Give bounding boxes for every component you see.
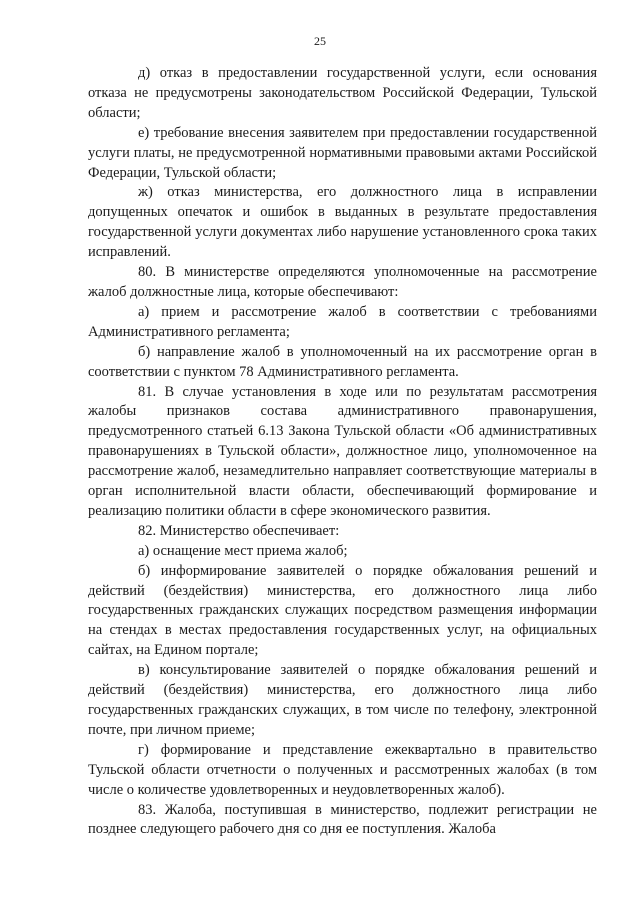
paragraph-e-fee-requirement: е) требование внесения заявителем при предоставлении государственной услуги платы, не предусмотренной нормативными правовыми актами Российской Федерации, Тульской области; — [88, 124, 597, 181]
paragraph-80: 80. В министерстве определяются уполномоченные на рассмотрение жалоб должностные лица, которые обеспечивают: — [88, 264, 597, 300]
paragraph-81: 81. В случае установления в ходе или по результатам рассмотрения жалобы признаков состава административного правонарушения, предусмотренного статьей 6.13 Закона Тульской области «Об административных правонарушениях в Тульской области», должностное лицо, уполномоченное на рассмотрение жалоб, незамедлительно направляет соответствующие материалы в орган исполнительной власти области, обеспечивающий формирование и реализацию политики области в сфере экономического развития. — [88, 383, 597, 519]
paragraph-82-g: г) формирование и представление ежеквартально в правительство Тульской области отчетности о полученных и рассмотренных жалобах (в том числе о количестве удовлетворенных и неудовлетворенных жалоб). — [88, 741, 597, 798]
paragraph-80-a: а) прием и рассмотрение жалоб в соответствии с требованиями Административного регламента; — [88, 303, 597, 340]
paragraph-82-a: а) оснащение мест приема жалоб; — [138, 542, 348, 559]
page-number: 25 — [314, 34, 326, 48]
paragraph-82-v: в) консультирование заявителей о порядке обжалования решений и действий (бездействия) министерства, его должностного лица либо государственных гражданских служащих, в том числе по телефону, электронной почте, при личном приеме; — [88, 662, 597, 738]
paragraph-80-b: б) направление жалоб в уполномоченный на их рассмотрение орган в соответствии с пунктом 78 Административного регламента. — [88, 343, 597, 380]
paragraph-83: 83. Жалоба, поступившая в министерство, подлежит регистрации не позднее следующего рабочего дня со дня ее поступления. Жалоба — [88, 801, 597, 838]
paragraph-82-b: б) информирование заявителей о порядке обжалования решений и действий (бездействия) министерства, его должностного лица либо государственных гражданских служащих посредством размещения информации на стендах в местах предоставления государственных услуг, на официальных сайтах, на Едином портале; — [88, 562, 597, 659]
paragraph-d-refusal: д) отказ в предоставлении государственной услуги, если основания отказа не предусмотрены законодательством Российской Федерации, Тульской области; — [88, 65, 597, 121]
document-body — [88, 64, 597, 840]
paragraph-82: 82. Министерство обеспечивает: — [138, 522, 340, 539]
paragraph-zh-correction-refusal: ж) отказ министерства, его должностного лица в исправлении допущенных опечаток и ошибок в выданных в результате предоставления государственной услуги документах либо нарушение установленного срока таких исправлений. — [88, 184, 597, 261]
